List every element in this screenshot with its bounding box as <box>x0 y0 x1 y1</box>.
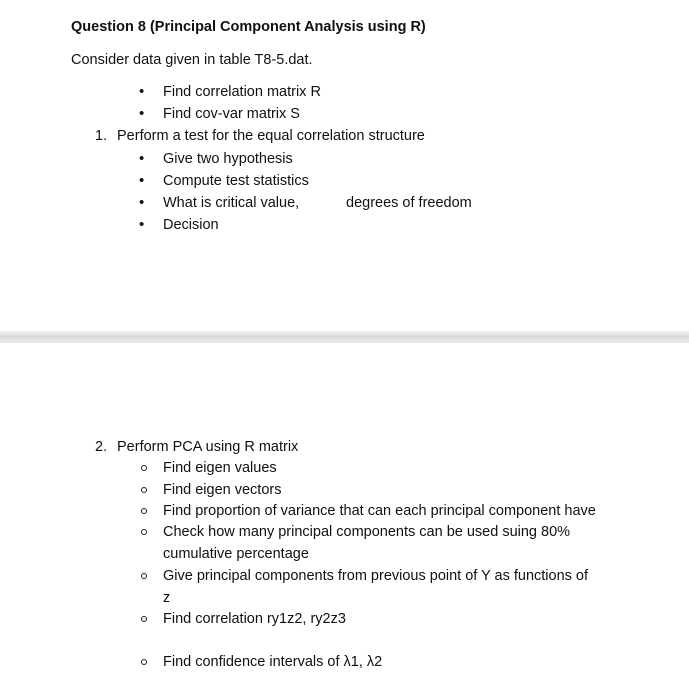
part2-number: 2. <box>95 439 108 455</box>
bullet-icon: • <box>139 194 145 211</box>
list-item: Find proportion of variance that can each principal component have <box>163 503 596 519</box>
list-item: Find eigen vectors <box>163 482 282 498</box>
list-item: Give two hypothesis <box>163 151 293 167</box>
bullet-icon: • <box>139 172 145 189</box>
list-item: Find confidence intervals of λ1, λ2 <box>163 654 383 670</box>
question-title: Question 8 (Principal Component Analysis using R) <box>71 19 426 35</box>
circle-bullet-icon <box>141 616 147 622</box>
list-item-continuation: z <box>163 590 171 606</box>
circle-bullet-icon <box>141 573 147 579</box>
part1-number: 1. <box>95 128 108 144</box>
circle-bullet-icon <box>141 465 147 471</box>
list-item-continuation: cumulative percentage <box>163 546 309 562</box>
list-item: Compute test statistics <box>163 173 309 189</box>
list-item: Check how many principal components can be used suing 80% <box>163 524 571 540</box>
part2-text: Perform PCA using R matrix <box>117 439 299 455</box>
degrees-of-freedom-label: degrees of freedom <box>346 195 472 211</box>
list-item: Find correlation matrix R <box>163 84 321 100</box>
bullet-icon: • <box>139 216 145 233</box>
bullet-icon: • <box>139 105 145 122</box>
circle-bullet-icon <box>141 487 147 493</box>
list-item: Give principal components from previous point of Y as functions of <box>163 568 589 584</box>
circle-bullet-icon <box>141 529 147 535</box>
question-intro: Consider data given in table T8-5.dat. <box>71 52 313 68</box>
page-divider <box>0 331 689 343</box>
part1-text: Perform a test for the equal correlation structure <box>117 128 425 144</box>
circle-bullet-icon <box>141 659 147 665</box>
circle-bullet-icon <box>141 508 147 514</box>
bullet-icon: • <box>139 150 145 167</box>
list-item: Find cov-var matrix S <box>163 106 300 122</box>
list-item: Find correlation ry1z2, ry2z3 <box>163 611 346 627</box>
list-item: Find eigen values <box>163 460 277 476</box>
list-item: What is critical value, <box>163 195 300 211</box>
bullet-icon: • <box>139 83 145 100</box>
list-item: Decision <box>163 217 219 233</box>
